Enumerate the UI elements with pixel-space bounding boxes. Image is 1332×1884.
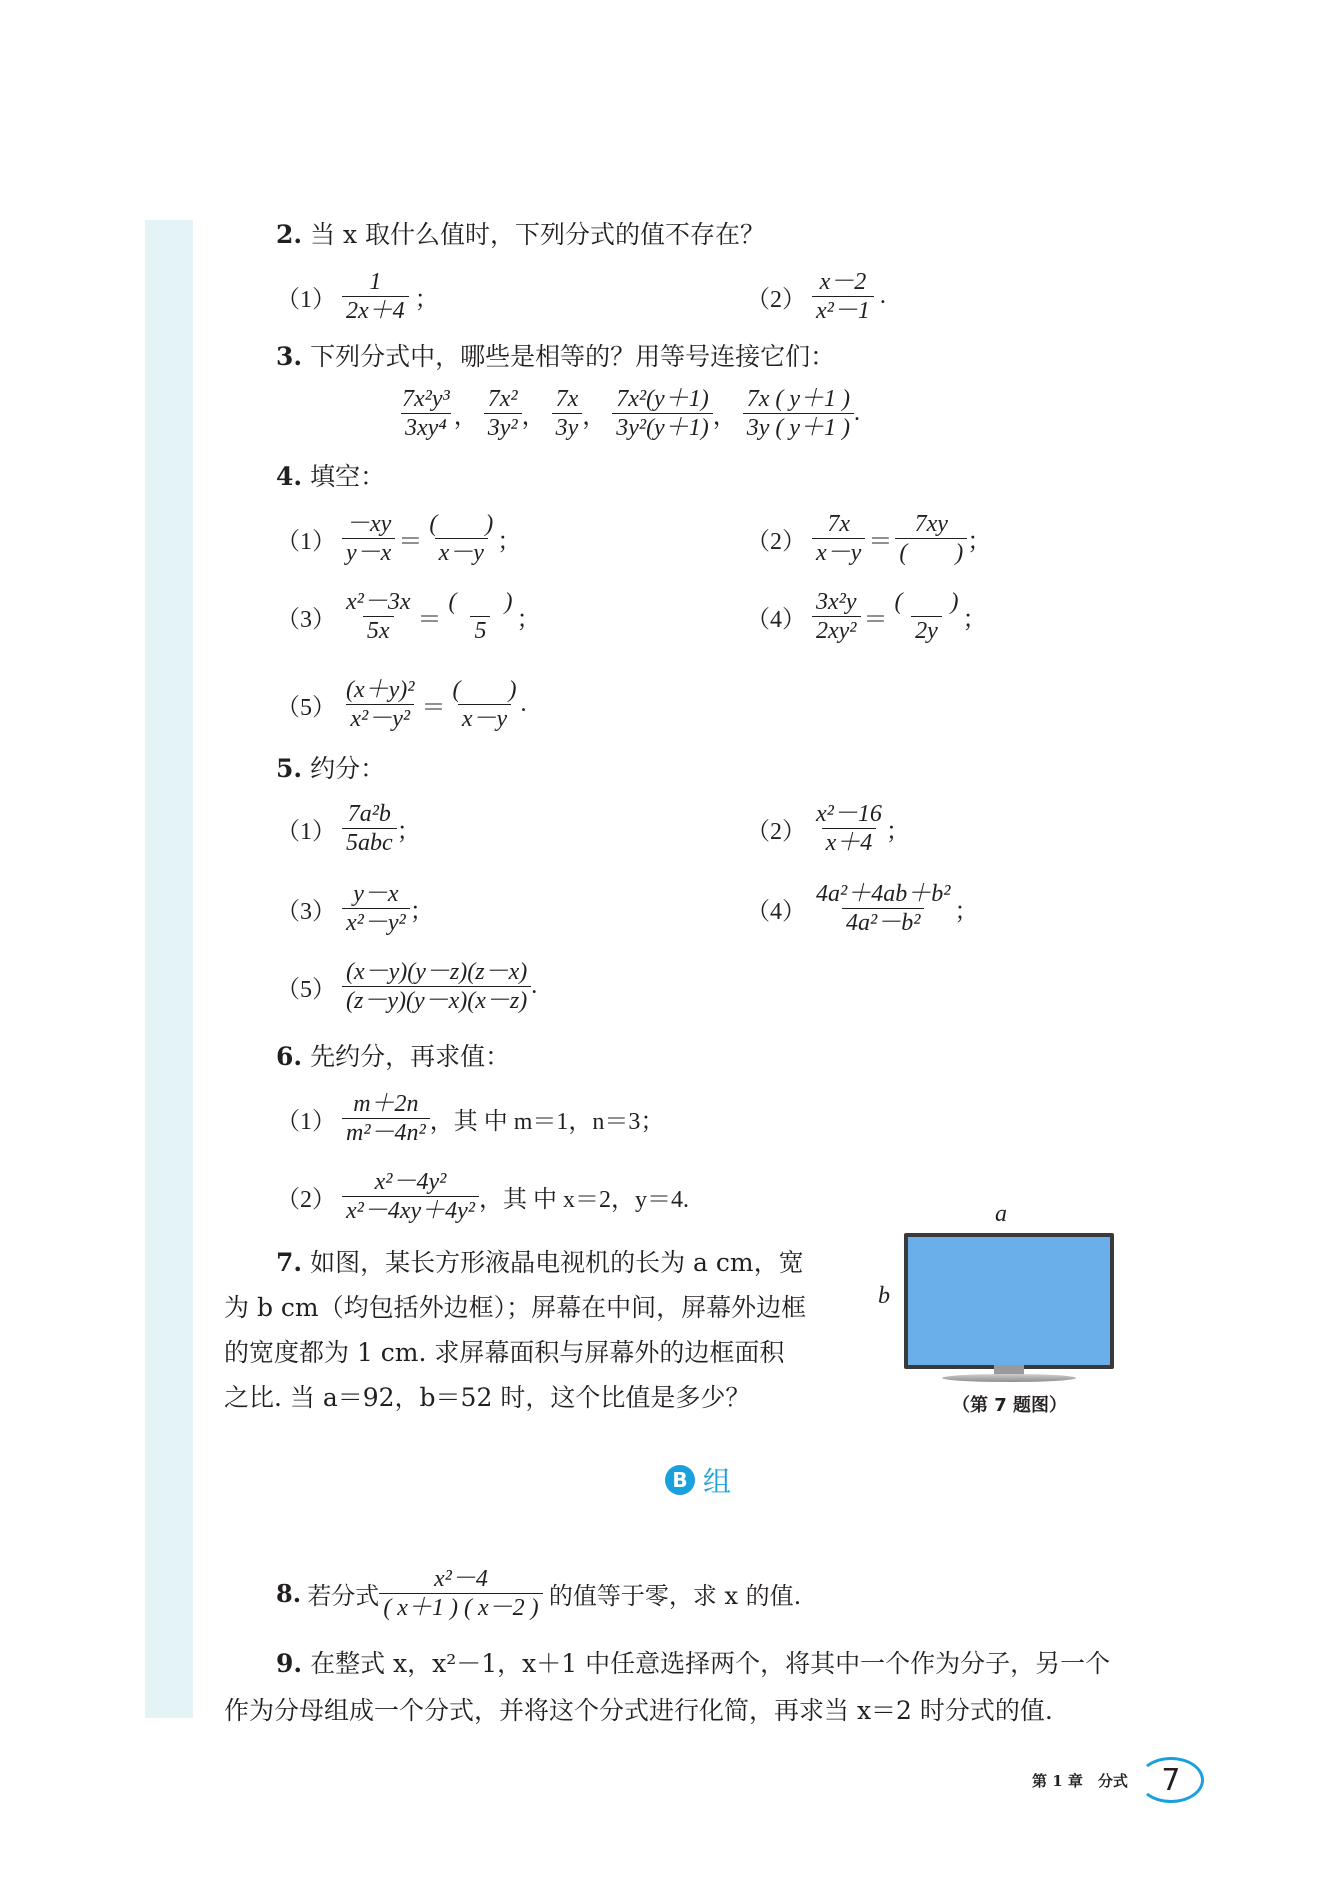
q2-part-1: （1） $\frac{1}{2x+4}$ ； [276,269,439,324]
q4-part-1: （1） $\frac{-xy}{y-x}$ ＝ $\frac{( )}{x-y}$ ； [276,511,522,566]
fraction: $\frac{1}{2x+4}$ [342,268,409,325]
tv-stand-base [942,1374,1076,1382]
question-3: 3. 下列分式中，哪些是相等的？用等号连接它们： [276,342,836,371]
sidebar-strip [145,220,193,1718]
question-text: 当 x 取什么值时，下列分式的值不存在？ [310,220,766,249]
tv-figure [878,1201,1132,1416]
q5-part-4: （4） $\frac{\text{4a²＋4ab＋b²}}{\text{4a²－b²}}$ ； [746,881,979,936]
tv-screen [904,1233,1114,1369]
page-number: 7 [1138,1757,1204,1803]
group-b-heading [665,1460,731,1500]
q2-part-2: （2） $\frac{x-2}{\text{x²－1}}$ . [746,269,886,324]
chapter-label: 第 1 章 分式 [1032,1771,1128,1790]
q4-part-2: （2） $\frac{7x}{x-y}$ ＝ $\frac{7xy}{( )}$ ； [746,511,992,566]
part-label: （2） [746,287,806,313]
question-4: 4. 填空： [276,462,386,491]
fraction: $\frac{\text{7x²y³}}{\text{3xy⁴}}$ [402,386,450,441]
question-5: 5. 约分： [276,754,386,783]
fraction: $\frac{7x ( y+1 )}{3y ( y+1 )}$ [743,385,854,442]
figure-caption: （第 7 题图） [952,1395,1068,1416]
fraction: $\frac{\text{7x²}}{\text{3y²}}$ [484,385,522,442]
question-text: 下列分式中，哪些是相等的？用等号连接它们： [310,342,836,371]
q5-part-2: （2） $\frac{\text{x²－16}}{x+4}$ ； [746,801,910,856]
question-number: 2. [276,220,303,249]
q4-part-3: （3） $\frac{\text{x²－3x}}{5x}$ ＝ $\frac{( )}{5}$ ； [276,589,541,644]
fraction: $\frac{\text{7x²(y＋1)}}{\text{3y²(y＋1)}}$ [612,385,712,442]
question-7: 7. 如图，某长方形液晶电视机的长为 a cm，宽 为 b cm（均包括外边框）；屏幕在中间，屏幕外边框 的宽度都为 1 cm. 求屏幕面积与屏幕外的边框面积 之比. 当 a＝92，b＝52 时，这个比值是多少？ [224,1248,807,1412]
width-label: a [995,1201,1007,1227]
q3-fractions: $\frac{\text{7x²y³}}{\text{3xy⁴}}$ ， $\frac{\text{7x²}}{\text{3y²}}$ ， $\frac{7x}{3y}$ ， $\frac{\text{7x²(y＋1)}}{\text{3y²(y＋1)}}$ ， $\frac{7x ( y+1 )}{3y ( y+1 )}$ . [398,385,860,442]
q5-part-1: （1） $\frac{\text{7a²b}}{\text{5abc}}$ ； [276,801,421,856]
page-footer [1032,1757,1204,1803]
part-label: （1） [276,287,336,313]
group-label: 组 [703,1465,732,1498]
q5-part-5: （5） $\frac{(x-y)(y-z)(z-x)}{(z-y)(y-x)(x-z)}$ . [276,959,538,1014]
question-2 [276,218,765,252]
q6-part-1: （1） $\frac{m+2n}{\text{m²－4n²}}$ ，其 中 m＝1，n＝3； [276,1091,665,1146]
q6-part-2: （2） $\frac{\text{x²－4y²}}{\text{x²－4xy＋4y²}}$ ，其 中 x＝2，y＝4. [276,1169,689,1224]
question-6: 6. 先约分，再求值： [276,1042,511,1071]
fraction: $\frac{x-2}{\text{x²－1}}$ [812,268,874,325]
q5-part-3: （3） $\frac{y-x}{\text{x²－y²}}$ ； [276,881,434,936]
height-label: b [878,1283,890,1309]
group-badge: B [665,1465,695,1495]
question-text: 约分： [310,754,386,783]
q4-part-5: （5） $\frac{\text{(x＋y)²}}{\text{x²－y²}}$ ＝ $\frac{( )}{x-y}$ . [276,677,527,732]
fraction: $\frac{7x}{3y}$ [552,385,583,442]
question-9: 9. 在整式 x，x²－1，x＋1 中任意选择两个，将其中一个作为分子，另一个 作为分母组成一个分式，并将这个分式进行化简，再求当 x＝2 时分式的值. [224,1649,1111,1725]
question-8: 8. 若分式 $\frac{\text{x²－4}}{( x+1 ) ( x-2 )}$ 的值等于零，求 x 的值. [276,1566,802,1621]
question-text: 先约分，再求值： [310,1042,511,1071]
question-text: 填空： [310,462,386,491]
q4-part-4: （4） $\frac{\text{3x²y}}{\text{2xy²}}$ ＝ $\frac{( )}{2y}$ ； [746,589,987,644]
